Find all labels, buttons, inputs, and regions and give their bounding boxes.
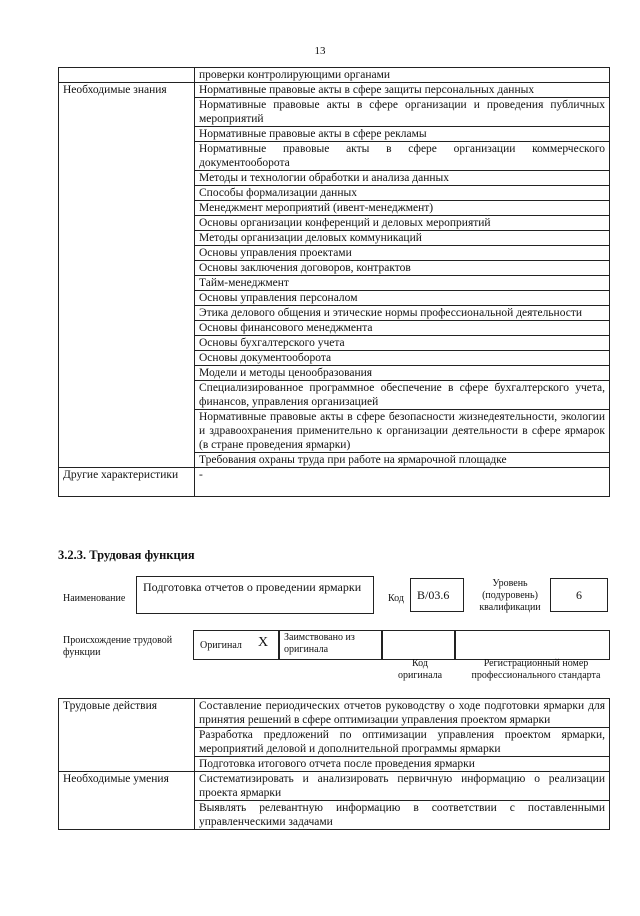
knowledge-item: Основы финансового менеджмента bbox=[195, 321, 610, 336]
original-label: Оригинал bbox=[200, 640, 242, 651]
knowledge-item: Способы формализации данных bbox=[195, 186, 610, 201]
continuation-cell: проверки контролирующими органами bbox=[195, 68, 610, 83]
table-row bbox=[59, 468, 610, 497]
other-value: - bbox=[195, 468, 610, 497]
knowledge-item: Этика делового общения и этические нормы профессиональной деятельности bbox=[195, 306, 610, 321]
knowledge-item: Специализированное программное обеспечение в сфере бухгалтерского учета, финансов, управления организацией bbox=[195, 381, 610, 410]
skills-label: Необходимые умения bbox=[59, 772, 195, 830]
reg-number-box bbox=[455, 630, 610, 660]
code-label: Код bbox=[388, 593, 404, 604]
knowledge-item: Нормативные правовые акты в сфере организации и проведения публичных мероприятий bbox=[195, 98, 610, 127]
table-row bbox=[59, 699, 610, 728]
knowledge-item: Основы управления проектами bbox=[195, 246, 610, 261]
function-name-value: Подготовка отчетов о проведении ярмарки bbox=[143, 580, 362, 594]
other-label: Другие характеристики bbox=[59, 468, 195, 497]
table-row bbox=[59, 772, 610, 801]
knowledge-item: Методы и технологии обработки и анализа данных bbox=[195, 171, 610, 186]
knowledge-item: Модели и методы ценообразования bbox=[195, 366, 610, 381]
code-value: B/03.6 bbox=[417, 588, 450, 602]
knowledge-item: Основы документооборота bbox=[195, 351, 610, 366]
knowledge-item: Основы заключения договоров, контрактов bbox=[195, 261, 610, 276]
action-item: Разработка предложений по оптимизации управления проектом ярмарки, мероприятий деловой и дополнительной программы ярмарки bbox=[195, 728, 610, 757]
reg-caption: Регистрационный номер профессионального стандарта bbox=[471, 658, 601, 681]
knowledge-item: Нормативные правовые акты в сфере защиты персональных данных bbox=[195, 83, 610, 98]
name-label: Наименование bbox=[63, 593, 126, 604]
actions-table bbox=[58, 698, 610, 830]
action-item: Составление периодических отчетов руководству о ходе подготовки ярмарки для принятия решений в сфере оптимизации управления проектом ярмарки bbox=[195, 699, 610, 728]
knowledge-item: Нормативные правовые акты в сфере рекламы bbox=[195, 127, 610, 142]
action-item: Подготовка итогового отчета после проведения ярмарки bbox=[195, 757, 610, 772]
level-box bbox=[550, 578, 608, 612]
page-number: 13 bbox=[314, 45, 326, 57]
skill-item: Выявлять релевантную информацию в соответствии с поставленными управленческими задачами bbox=[195, 801, 610, 830]
original-mark: X bbox=[258, 635, 269, 650]
borrowed-label: Заимствовано из оригинала bbox=[284, 632, 355, 655]
table-row bbox=[59, 83, 610, 98]
knowledge-item: Нормативные правовые акты в сфере организации коммерческого документооборота bbox=[195, 142, 610, 171]
knowledge-item: Методы организации деловых коммуникаций bbox=[195, 231, 610, 246]
table-row bbox=[59, 68, 610, 83]
level-value: 6 bbox=[576, 588, 582, 602]
knowledge-label: Необходимые знания bbox=[59, 83, 195, 468]
original-code-box bbox=[382, 630, 455, 660]
empty-cell bbox=[59, 68, 195, 83]
borrowed-box bbox=[279, 630, 382, 660]
level-label: Уровень (подуровень) квалификации bbox=[479, 578, 541, 613]
knowledge-item: Требования охраны труда при работе на ярмарочной площадке bbox=[195, 453, 610, 468]
function-name-box bbox=[136, 576, 374, 614]
knowledge-item: Основы организации конференций и деловых мероприятий bbox=[195, 216, 610, 231]
origin-label: Происхождение трудовой функции bbox=[63, 635, 173, 658]
knowledge-item: Менеджмент мероприятий (ивент-менеджмент) bbox=[195, 201, 610, 216]
knowledge-item: Основы управления персоналом bbox=[195, 291, 610, 306]
skill-item: Систематизировать и анализировать первичную информацию о реализации проекта ярмарки bbox=[195, 772, 610, 801]
original-box bbox=[193, 630, 279, 660]
code-caption: Код оригинала bbox=[397, 658, 443, 681]
knowledge-item: Нормативные правовые акты в сфере безопасности жизнедеятельности, экологии и здравоохранения применительно к организации деятельности в сфере ярмарок (в стране проведения ярмарки) bbox=[195, 410, 610, 453]
actions-label: Трудовые действия bbox=[59, 699, 195, 772]
knowledge-item: Основы бухгалтерского учета bbox=[195, 336, 610, 351]
knowledge-item: Тайм-менеджмент bbox=[195, 276, 610, 291]
code-box bbox=[410, 578, 464, 612]
knowledge-table bbox=[58, 67, 610, 497]
section-title: 3.2.3. Трудовая функция bbox=[58, 548, 195, 562]
